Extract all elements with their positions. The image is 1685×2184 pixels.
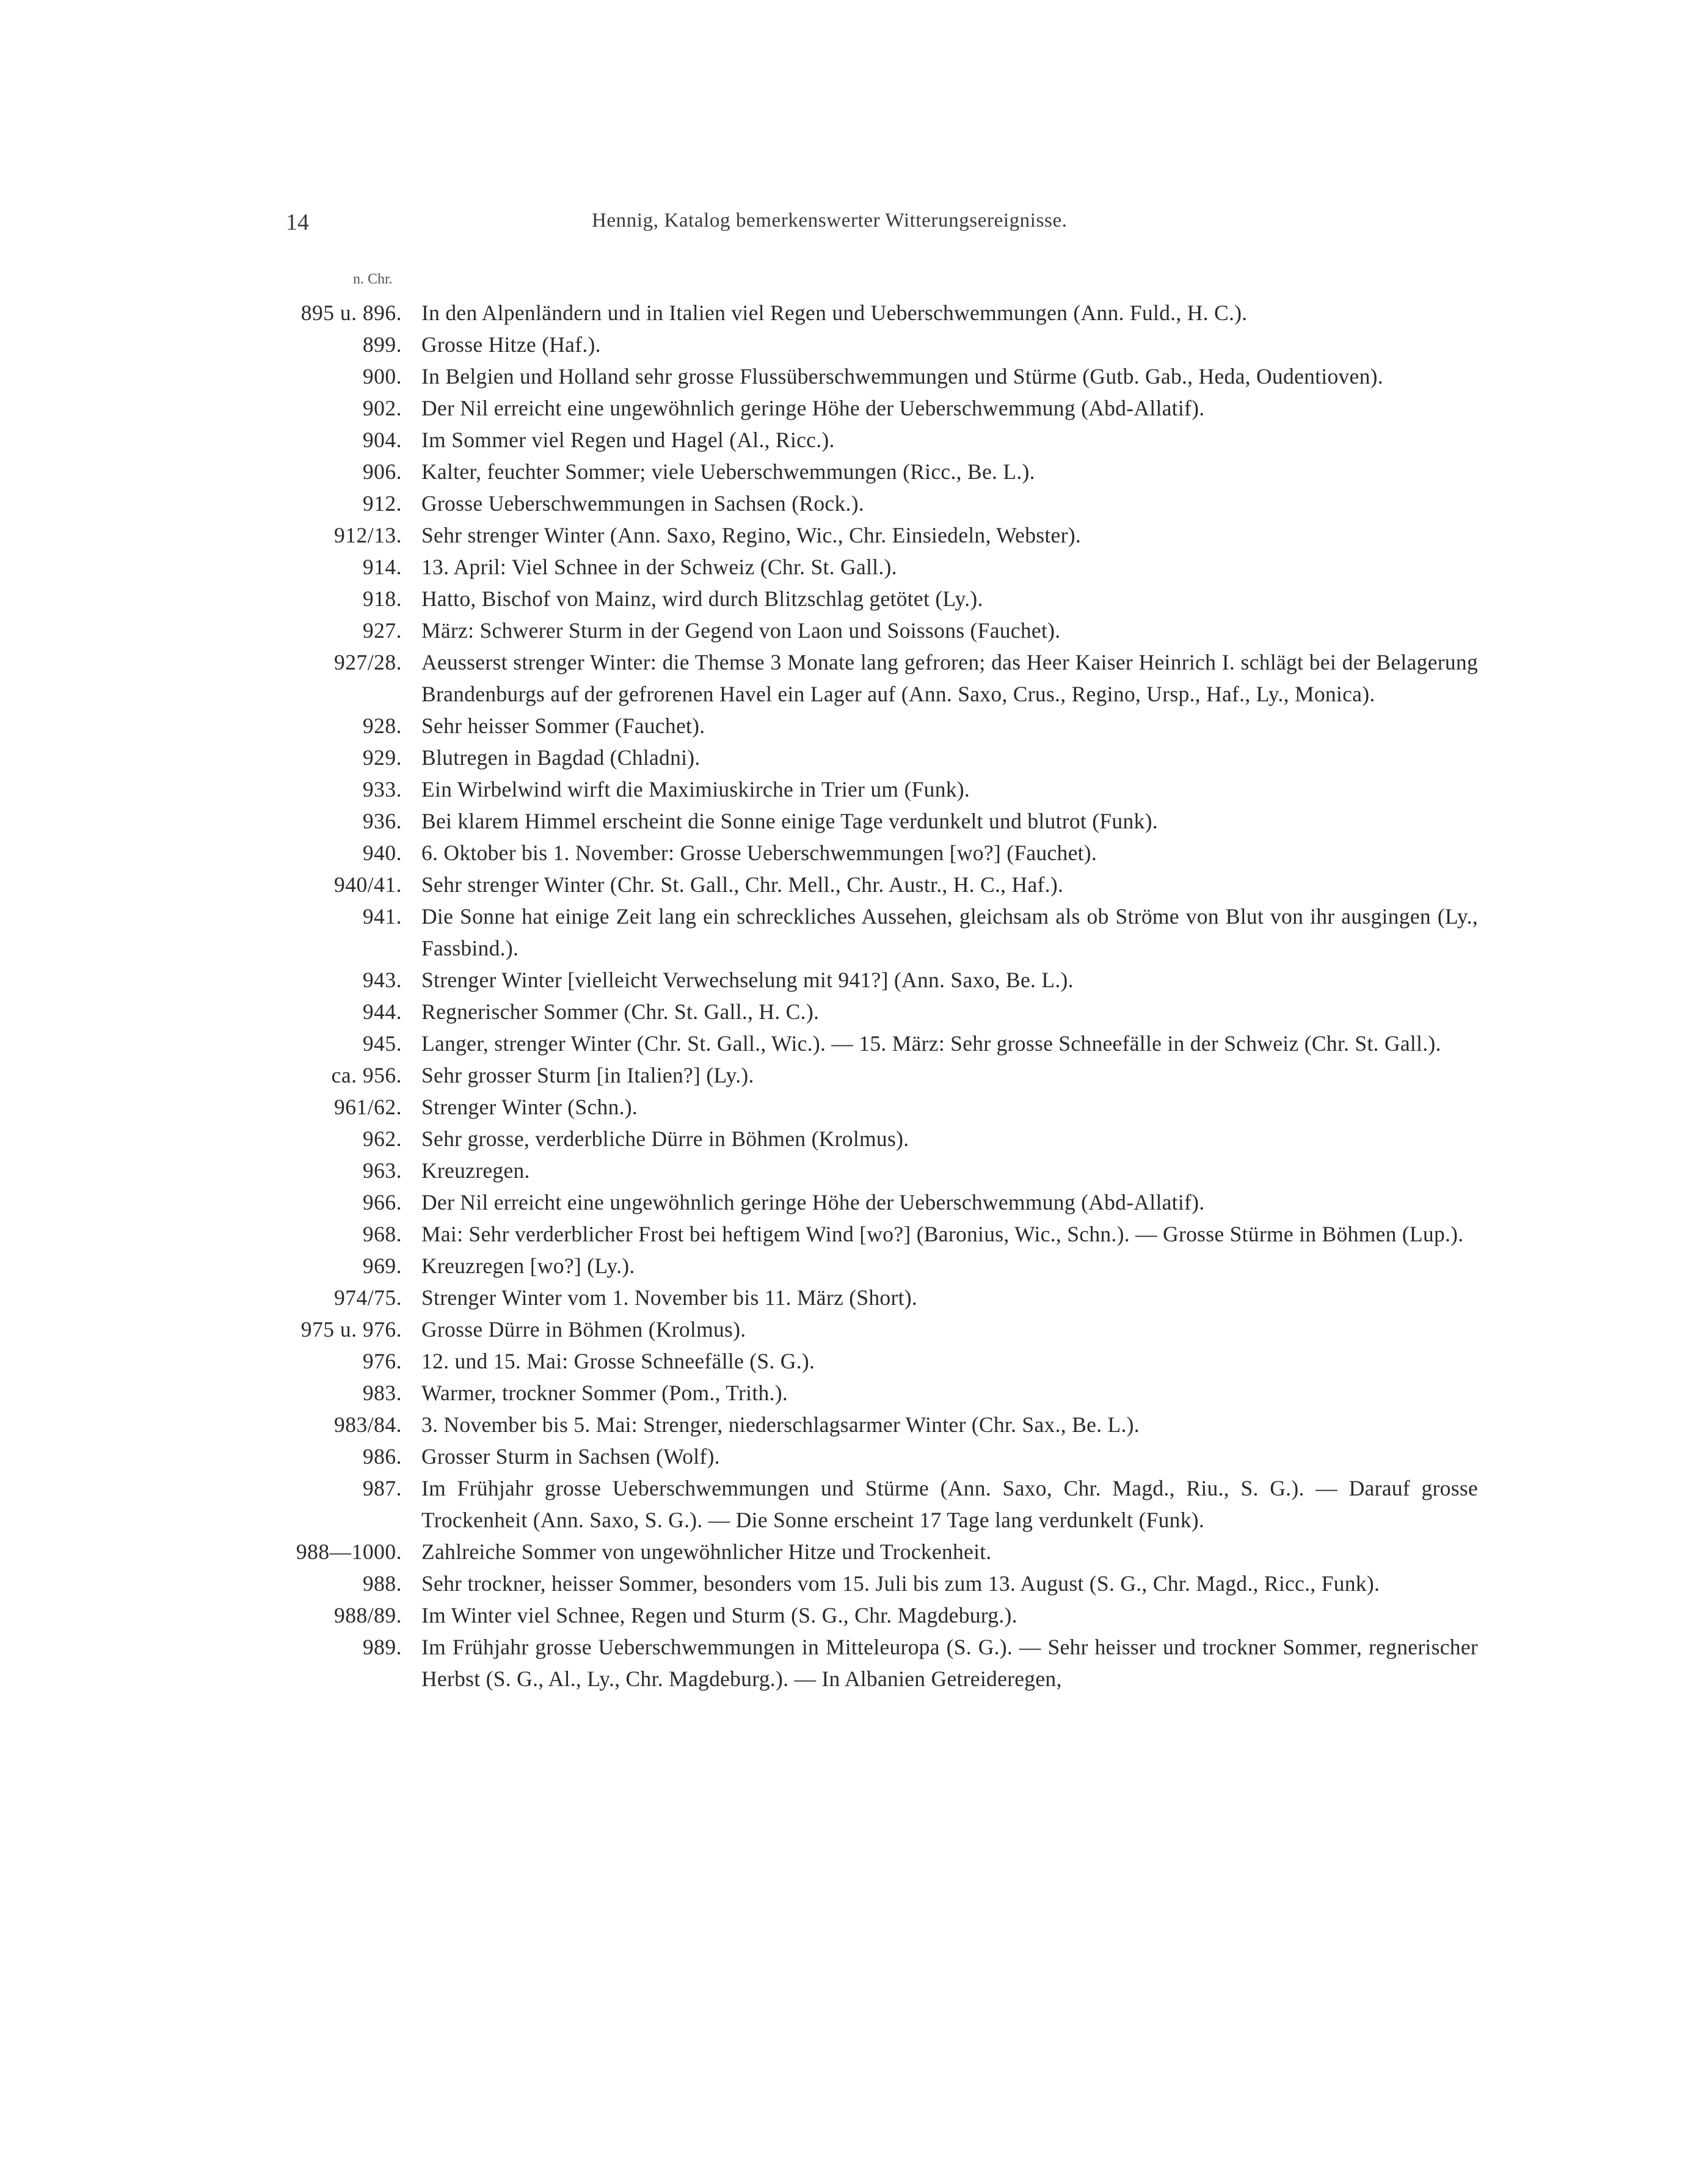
entry-row <box>244 996 1478 1028</box>
entry-year: 983/84. <box>334 1412 402 1437</box>
entry-text: Langer, strenger Winter (Chr. St. Gall., Wic.). — 15. März: Sehr grosse Schneefälle in der Schweiz (Chr. St. Gall.). <box>421 1031 1441 1056</box>
entry-text: Kreuzregen. <box>421 1158 530 1183</box>
entry-year: 904. <box>362 428 402 452</box>
entry-row <box>244 1536 1478 1568</box>
entry-text: Die Sonne hat einige Zeit lang ein schreckliches Aussehen, gleichsam als ob Ströme von Blut von ihr ausgingen (Ly., Fassbind.). <box>421 904 1478 960</box>
entry-text: 6. Oktober bis 1. November: Grosse Ueberschwemmungen [wo?] (Fauchet). <box>421 841 1097 865</box>
entry-text: Bei klarem Himmel erscheint die Sonne einige Tage verdunkelt und blutrot (Funk). <box>421 809 1158 833</box>
entry-year: 989. <box>362 1635 402 1659</box>
entry-row <box>244 1250 1478 1282</box>
entry-row <box>244 1441 1478 1472</box>
entry-text: Sehr grosser Sturm [in Italien?] (Ly.). <box>421 1063 754 1087</box>
entry-text: Sehr heisser Sommer (Fauchet). <box>421 714 705 738</box>
entry-year: 987. <box>362 1476 402 1500</box>
entry-text: 13. April: Viel Schnee in der Schweiz (Chr. St. Gall.). <box>421 555 897 579</box>
entry-row <box>244 1282 1478 1313</box>
entry-text: Sehr strenger Winter (Chr. St. Gall., Chr. Mell., Chr. Austr., H. C., Haf.). <box>421 872 1064 897</box>
entry-row <box>244 488 1478 519</box>
entry-row <box>244 1472 1478 1536</box>
entry-year: 983. <box>362 1381 402 1405</box>
entry-year: 927. <box>362 618 402 643</box>
entry-row <box>244 1028 1478 1059</box>
entry-row <box>244 360 1478 392</box>
entry-row <box>244 583 1478 615</box>
entry-year: 933. <box>362 777 402 802</box>
entry-row <box>244 615 1478 646</box>
entry-year: 929. <box>362 745 402 770</box>
entry-text: Grosser Sturm in Sachsen (Wolf). <box>421 1444 720 1469</box>
entry-text: Strenger Winter [vielleicht Verwechselung mit 941?] (Ann. Saxo, Be. L.). <box>421 968 1074 992</box>
entry-year: 900. <box>362 364 402 389</box>
entry-text: In den Alpenländern und in Italien viel Regen und Ueberschwemmungen (Ann. Fuld., H. C.). <box>421 301 1248 325</box>
entry-row <box>244 1155 1478 1186</box>
entry-row <box>244 1631 1478 1695</box>
entry-year: 927/28. <box>334 650 402 674</box>
entry-text: Der Nil erreicht eine ungewöhnlich geringe Höhe der Ueberschwemmung (Abd-Allatif). <box>421 1190 1205 1214</box>
entry-text: 3. November bis 5. Mai: Strenger, niederschlagsarmer Winter (Chr. Sax., Be. L.). <box>421 1412 1140 1437</box>
page-number: 14 <box>286 210 309 235</box>
entry-year: 969. <box>362 1254 402 1278</box>
entry-text: Mai: Sehr verderblicher Frost bei heftigem Wind [wo?] (Baronius, Wic., Schn.). — Grosse Stürme in Böhmen (Lup.). <box>421 1222 1464 1246</box>
entry-year: 943. <box>362 968 402 992</box>
entry-year: 945. <box>362 1031 402 1056</box>
entry-row <box>244 1599 1478 1631</box>
entry-year: ca. 956. <box>331 1063 402 1087</box>
entry-text: Zahlreiche Sommer von ungewöhnlicher Hitze und Trockenheit. <box>421 1539 992 1564</box>
entry-row <box>244 837 1478 869</box>
entry-text: Regnerischer Sommer (Chr. St. Gall., H. C.). <box>421 999 820 1024</box>
entry-row <box>244 297 1478 329</box>
entry-text: März: Schwerer Sturm in der Gegend von Laon und Soissons (Fauchet). <box>421 618 1061 643</box>
entry-row <box>244 329 1478 360</box>
entry-row <box>244 1218 1478 1250</box>
entry-year: 902. <box>362 396 402 420</box>
entry-year: 988. <box>362 1571 402 1596</box>
entry-year: 986. <box>362 1444 402 1469</box>
entry-row <box>244 964 1478 996</box>
entry-text: Ein Wirbelwind wirft die Maximiuskirche in Trier um (Funk). <box>421 777 970 802</box>
entry-year: 928. <box>362 714 402 738</box>
entry-row <box>244 742 1478 773</box>
entry-year: 975 u. 976. <box>300 1317 402 1342</box>
entry-row <box>244 392 1478 424</box>
entry-text: Im Sommer viel Regen und Hagel (Al., Ricc.). <box>421 428 835 452</box>
entry-row <box>244 1377 1478 1409</box>
entry-row <box>244 773 1478 805</box>
entry-row <box>244 1409 1478 1441</box>
entry-row <box>244 900 1478 964</box>
entry-row <box>244 710 1478 742</box>
entry-row <box>244 424 1478 456</box>
entry-row <box>244 805 1478 837</box>
entry-year: 918. <box>362 586 402 611</box>
entry-row <box>244 1568 1478 1599</box>
entry-year: 974/75. <box>334 1285 402 1310</box>
entry-text: Warmer, trockner Sommer (Pom., Trith.). <box>421 1381 788 1405</box>
entry-year: 906. <box>362 459 402 484</box>
entry-text: Der Nil erreicht eine ungewöhnlich geringe Höhe der Ueberschwemmung (Abd-Allatif). <box>421 396 1205 420</box>
entry-list <box>244 297 1478 1695</box>
entry-year: 961/62. <box>334 1095 402 1119</box>
entry-text: Grosse Hitze (Haf.). <box>421 332 601 357</box>
entry-text: Im Frühjahr grosse Ueberschwemmungen in Mitteleuropa (S. G.). — Sehr heisser und trockner Sommer, regnerischer Herbst (S. G., Al., Ly., Chr. Magdeburg.). — In Albanien Getreideregen, <box>421 1635 1478 1691</box>
entry-row <box>244 519 1478 551</box>
entry-year: 895 u. 896. <box>300 301 402 325</box>
entry-row <box>244 869 1478 900</box>
entry-year: 899. <box>362 332 402 357</box>
entry-text: Hatto, Bischof von Mainz, wird durch Blitzschlag getötet (Ly.). <box>421 586 983 611</box>
entry-text: Kalter, feuchter Sommer; viele Ueberschwemmungen (Ricc., Be. L.). <box>421 459 1035 484</box>
entry-year: 914. <box>362 555 402 579</box>
entry-year: 944. <box>362 999 402 1024</box>
entry-text: Kreuzregen [wo?] (Ly.). <box>421 1254 635 1278</box>
entry-year: 988/89. <box>334 1603 402 1627</box>
entry-row <box>244 551 1478 583</box>
entry-text: Strenger Winter (Schn.). <box>421 1095 638 1119</box>
entry-text: Grosse Dürre in Böhmen (Krolmus). <box>421 1317 746 1342</box>
entry-year: 976. <box>362 1349 402 1373</box>
entry-year: 940. <box>362 841 402 865</box>
running-head: Hennig, Katalog bemerkenswerter Witterungsereignisse. <box>592 210 1068 232</box>
entry-text: Im Frühjahr grosse Ueberschwemmungen und Stürme (Ann. Saxo, Chr. Magd., Riu., S. G.). — Darauf grosse Trockenheit (Ann. Saxo, S. G.). — Die Sonne erscheint 17 Tage lang verdunkelt (Funk). <box>421 1476 1478 1532</box>
entry-row <box>244 456 1478 488</box>
entry-year: 912. <box>362 491 402 516</box>
entry-year: 936. <box>362 809 402 833</box>
entry-text: Blutregen in Bagdad (Chladni). <box>421 745 701 770</box>
entry-row <box>244 1091 1478 1123</box>
entry-row <box>244 1123 1478 1155</box>
entry-year: 940/41. <box>334 872 402 897</box>
entry-text: In Belgien und Holland sehr grosse Flussüberschwemmungen und Stürme (Gutb. Gab., Heda, Oudentioven). <box>421 364 1383 389</box>
entry-year: 912/13. <box>334 523 402 547</box>
entry-row <box>244 1313 1478 1345</box>
entry-year: 962. <box>362 1127 402 1151</box>
entry-text: Grosse Ueberschwemmungen in Sachsen (Rock.). <box>421 491 864 516</box>
entry-text: Sehr strenger Winter (Ann. Saxo, Regino, Wic., Chr. Einsiedeln, Webster). <box>421 523 1082 547</box>
entry-text: Strenger Winter vom 1. November bis 11. März (Short). <box>421 1285 918 1310</box>
entry-row <box>244 1186 1478 1218</box>
entry-text: Im Winter viel Schnee, Regen und Sturm (S. G., Chr. Magdeburg.). <box>421 1603 1017 1627</box>
entry-year: 968. <box>362 1222 402 1246</box>
entry-year: 941. <box>362 904 402 929</box>
entry-text: Sehr grosse, verderbliche Dürre in Böhmen (Krolmus). <box>421 1127 909 1151</box>
entry-row <box>244 1059 1478 1091</box>
entry-row <box>244 1345 1478 1377</box>
era-label: n. Chr. <box>353 271 393 287</box>
entry-row <box>244 646 1478 710</box>
entry-text: Aeusserst strenger Winter: die Themse 3 Monate lang gefroren; das Heer Kaiser Heinrich I. schlägt bei der Belagerung Brandenburgs auf der gefrorenen Havel ein Lager auf (Ann. Saxo, Crus., Regino, Ursp., Haf., Ly., Monica). <box>421 650 1478 706</box>
entry-text: 12. und 15. Mai: Grosse Schneefälle (S. G.). <box>421 1349 815 1373</box>
entry-year: 963. <box>362 1158 402 1183</box>
entry-year: 966. <box>362 1190 402 1214</box>
entry-year: 988—1000. <box>296 1539 402 1564</box>
entry-text: Sehr trockner, heisser Sommer, besonders vom 15. Juli bis zum 13. August (S. G., Chr. Magd., Ricc., Funk). <box>421 1571 1380 1596</box>
